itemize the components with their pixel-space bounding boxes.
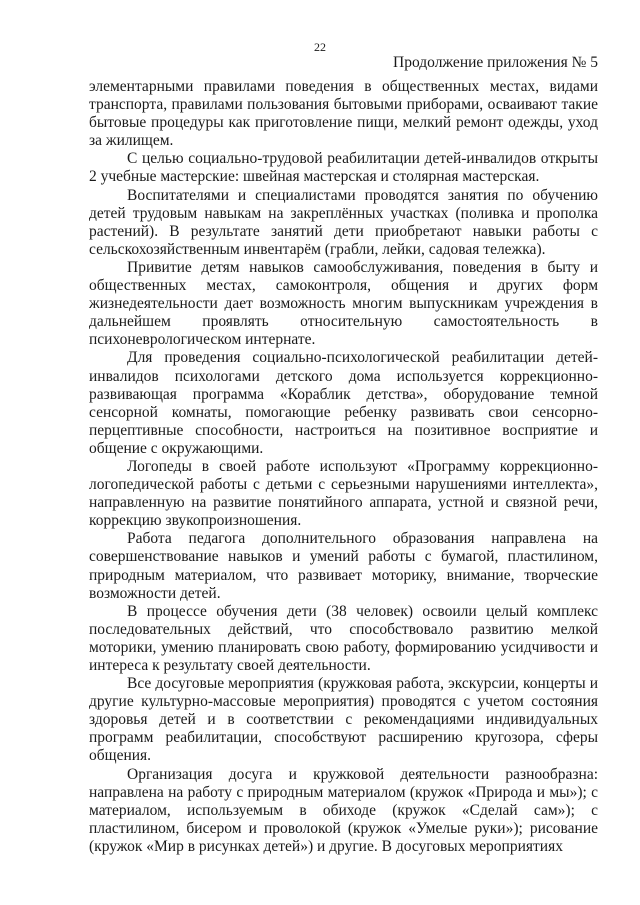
- paragraph-8: В процессе обучения дети (38 человек) освоили целый комплекс последовательных действий, что способствовало развитию мелкой моторики, умению планировать свою работу, формированию усидчивости и интереса к результату своей деятельности.: [89, 602, 598, 674]
- document-body: [89, 78, 598, 856]
- page-number: 22: [314, 40, 326, 54]
- paragraph-10: Организация досуга и кружковой деятельности разнообразна: направлена на работу с природным материалом (кружок «Природа и мы»); с материалом, используемым в обиходе (кружок «Сделай сам»); с пластилином, бисером и проволокой (кружок «Умелые руки»); рисование (кружок «Мир в рисунках детей») и другие. В досуговых мероприятиях: [89, 765, 598, 855]
- paragraph-4: Привитие детям навыков самообслуживания, поведения в быту и общественных местах, самоконтроля, общения и других форм жизнедеятельности дает возможность многим выпускникам учреждения в дальнейшем проявлять относительную самостоятельность в психоневрологическом интернате.: [89, 258, 598, 349]
- paragraph-3: Воспитателями и специалистами проводятся занятия по обучению детей трудовым навыкам на закреплённых участках (поливка и прополка растений). В результате занятий дети приобретают навыки работы с сельскохозяйственным инвентарём (грабли, лейки, садовая тележка).: [89, 186, 598, 258]
- paragraph-6: Логопеды в своей работе используют «Программу коррекционно-логопедической работы с детьми с серьезными нарушениями интеллекта», направленную на развитие понятийного аппарата, устной и связной речи, коррекцию звукопроизношения.: [89, 457, 598, 530]
- paragraph-5: Для проведения социально-психологической реабилитации детей-инвалидов психологами детского дома используется коррекционно-развивающая программа «Кораблик детства», оборудование темной сенсорной комнаты, помогающие ребенку развивать свои сенсорно-перцептивные способности, настроиться на позитивное восприятие и общение с окружающими.: [89, 349, 598, 457]
- appendix-header: Продолжение приложения № 5: [393, 54, 598, 71]
- paragraph-9: Все досуговые мероприятия (кружковая работа, экскурсии, концерты и другие культурно-массовые мероприятия) проводятся с учетом состояния здоровья детей и в соответствии с рекомендациями индивидуальных программ реабилитации, способствуют расширению кругозора, сферы общения.: [89, 675, 598, 765]
- paragraph-2: С целью социально-трудовой реабилитации детей-инвалидов открыты 2 учебные мастерские: швейная мастерская и столярная мастерская.: [89, 150, 598, 186]
- paragraph-7: Работа педагога дополнительного образования направлена на совершенствование навыков и умений работы с бумагой, пластилином, природным материалом, что развивает моторику, внимание, творческие возможности детей.: [89, 530, 598, 602]
- paragraph-1: элементарными правилами поведения в общественных местах, видами транспорта, правилами пользования бытовыми приборами, осваивают такие бытовые процедуры как приготовление пищи, мелкий ремонт одежды, уход за жилищем.: [89, 78, 598, 150]
